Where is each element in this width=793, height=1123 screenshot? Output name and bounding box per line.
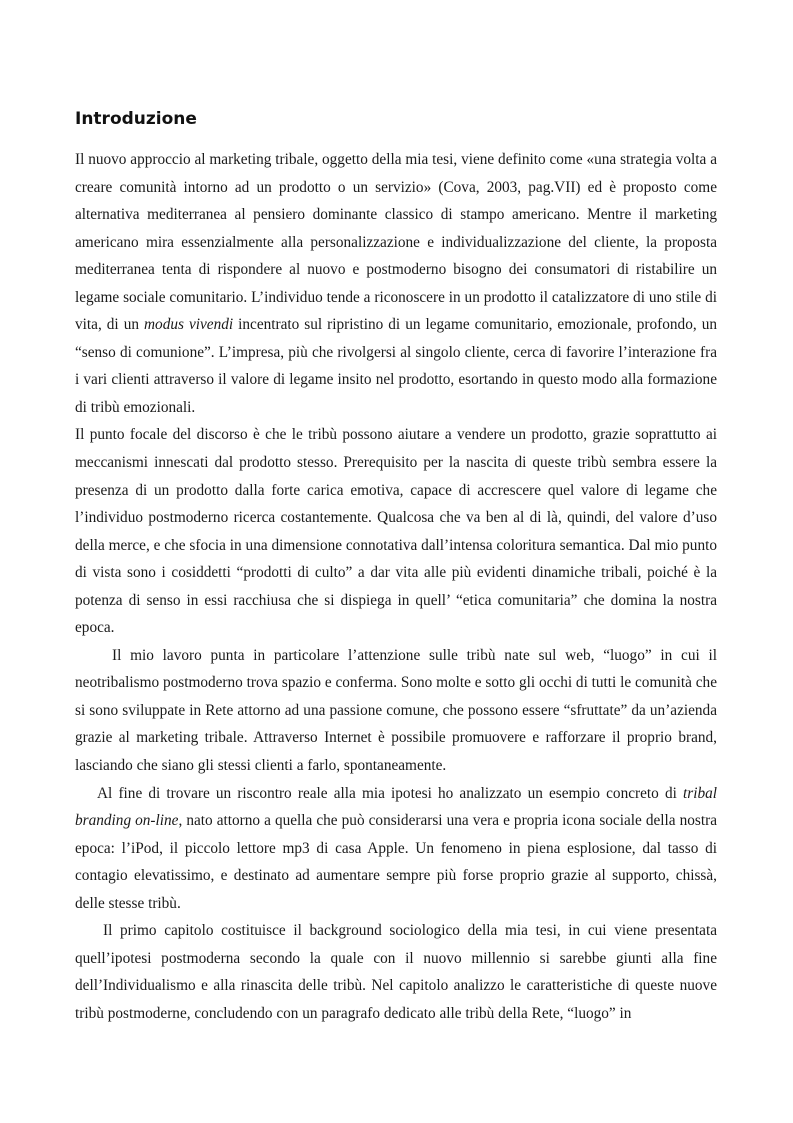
body-text <box>75 146 717 1028</box>
section-heading: Introduzione <box>75 109 197 129</box>
paragraph-4-part-a: Al fine di trovare un riscontro reale alla mia ipotesi ho analizzato un esempio concreto di <box>97 784 683 802</box>
paragraph-1-part-b: incentrato sul ripristino di un legame comunitario, emozionale, profondo, un “senso di comunione”. L’impresa, più che rivolgersi al singolo cliente, cerca di favorire l’interazione fra i vari clienti attraverso il valore di legame insito nel prodotto, esortando in questo modo alla formazione di tribù emozionali. <box>75 316 717 416</box>
paragraph-3: Il mio lavoro punta in particolare l’attenzione sulle tribù nate sul web, “luogo” in cui il neotribalismo postmoderno trova spazio e conferma. Sono molte e sotto gli occhi di tutti le comunità che si sono sviluppate in Rete attorno ad una passione comune, che possono essere “sfruttate” da un’azienda grazie al marketing tribale. Attraverso Internet è possibile promuovere e rafforzare il proprio brand, lasciando che siano gli stessi clienti a farlo, spontaneamente. <box>75 646 717 775</box>
paragraph-4-part-b: , nato attorno a quella che può considerarsi una vera e propria icona sociale della nostra epoca: l’iPod, il piccolo lettore mp3 di casa Apple. Un fenomeno in piena esplosione, dal tasso di contagio elevatissimo, e destinato ad aumentare sempre più forse proprio grazie al supporto, chissà, delle stesse tribù. <box>75 812 717 912</box>
paragraph-1-italic: modus vivendi <box>144 316 234 334</box>
paragraph-5: Il primo capitolo costituisce il background sociologico della mia tesi, in cui viene presentata quell’ipotesi postmoderna secondo la quale con il nuovo millennio si sarebbe giunti alla fine dell’Individualismo e alla rinascita delle tribù. Nel capitolo analizzo le caratteristiche di queste nuove tribù postmoderne, concludendo con un paragrafo dedicato alle tribù della Rete, “luogo” in <box>75 922 717 1022</box>
paragraph-4 <box>75 780 717 918</box>
paragraph-1-part-a: Il nuovo approccio al marketing tribale, oggetto della mia tesi, viene definito come «una strategia volta a creare comunità intorno ad un prodotto o un servizio» (Cova, 2003, pag.VII) ed è proposto come alternativa mediterranea al pensiero dominante classico di stampo americano. Mentre il marketing americano mira essenzialmente alla personalizzazione e individualizzazione del cliente, la proposta mediterranea tenta di rispondere al nuovo e postmoderno bisogno dei consumatori di ristabilire un legame sociale comunitario. L’individuo tende a riconoscere in un prodotto il catalizzatore di uno stile di vita, di un <box>75 151 717 334</box>
paragraph-2: Il punto focale del discorso è che le tribù possono aiutare a vendere un prodotto, grazie soprattutto ai meccanismi innescati dal prodotto stesso. Prerequisito per la nascita di queste tribù sembra essere la presenza di un prodotto dalla forte carica emotiva, capace di accrescere quel valore di legame che l’individuo postmoderno ricerca costantemente. Qualcosa che va ben al di là, quindi, del valore d’uso della merce, e che sfocia in una dimensione connotativa dall’intensa coloritura semantica. Dal mio punto di vista sono i cosiddetti “prodotti di culto” a dar vita alle più evidenti dinamiche tribali, poiché è la potenza di senso in essi racchiusa che si dispiega in quell’ “etica comunitaria” che domina la nostra epoca. <box>75 426 717 637</box>
paragraph-4-italic: tribal branding on-line <box>75 784 717 830</box>
paragraph-1 <box>75 146 717 421</box>
